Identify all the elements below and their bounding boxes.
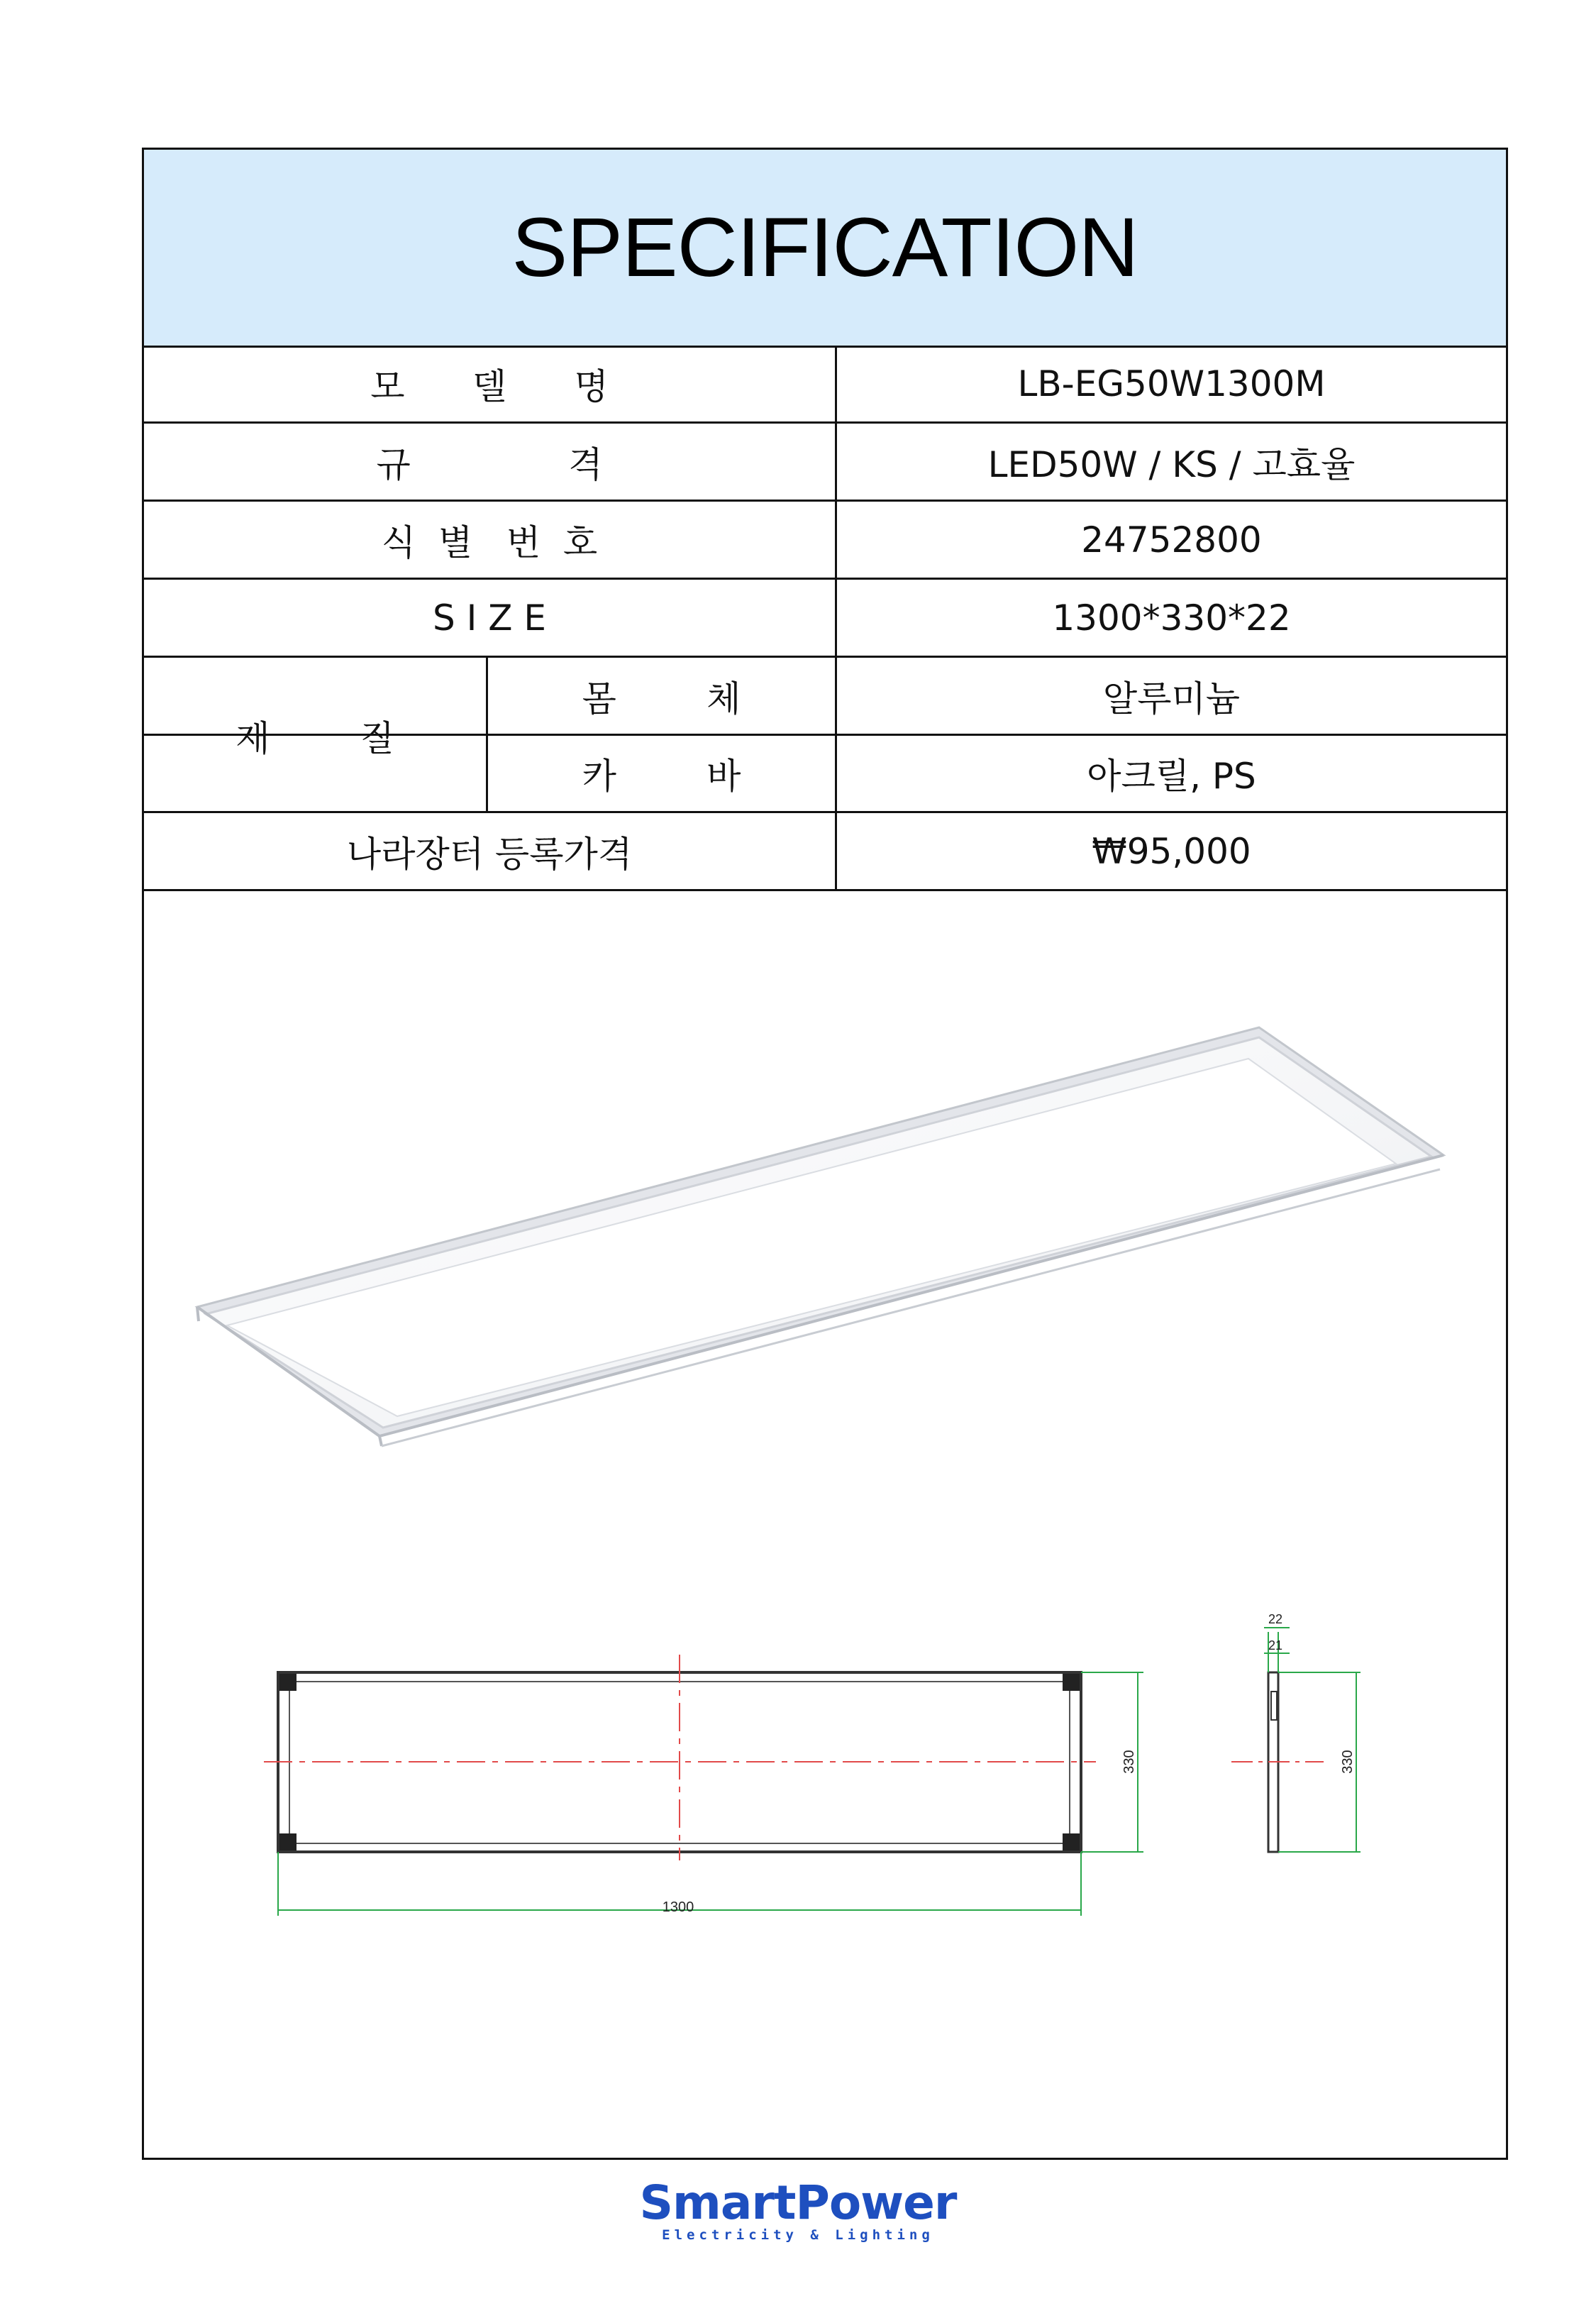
size-value: 1300*330*22 [1052, 597, 1291, 639]
body-value: 알루미늄 [1102, 678, 1241, 719]
page-title: SPECIFICATION [511, 201, 1138, 294]
price-label: 나라장터 등록가격 [144, 813, 837, 889]
spec-label: 규 격 [144, 424, 837, 500]
model-value: LB-EG50W1300M [1017, 363, 1326, 404]
front-height-label: 330 [1121, 1750, 1137, 1774]
cover-value: 아크릴, PS [1087, 756, 1256, 797]
cover-label: 카 바 [486, 736, 837, 811]
brand-tagline: Electricity & Lighting [662, 2227, 934, 2243]
side-thickness-outer-label: 22 [1268, 1612, 1283, 1626]
front-width-label: 1300 [662, 1899, 694, 1915]
size-label: S I Z E [144, 580, 837, 656]
material-label: 재 질 [235, 717, 394, 759]
id-value: 24752800 [1081, 519, 1262, 561]
brand-name: SmartPower [639, 2175, 957, 2230]
price-value: ₩95,000 [1092, 830, 1251, 872]
front-view [264, 1655, 1143, 1916]
body-label: 몸 체 [486, 658, 837, 734]
brand-logo [0, 2175, 1596, 2243]
side-view [1231, 1628, 1361, 1852]
side-thickness-inner-label: 21 [1268, 1638, 1283, 1653]
id-label: 식 별 번 호 [144, 502, 837, 578]
model-label: 모 델 명 [144, 346, 837, 421]
spec-value: LED50W / KS / 고효율 [987, 443, 1356, 485]
panel-render [197, 1027, 1443, 1446]
side-height-label: 330 [1340, 1750, 1356, 1774]
